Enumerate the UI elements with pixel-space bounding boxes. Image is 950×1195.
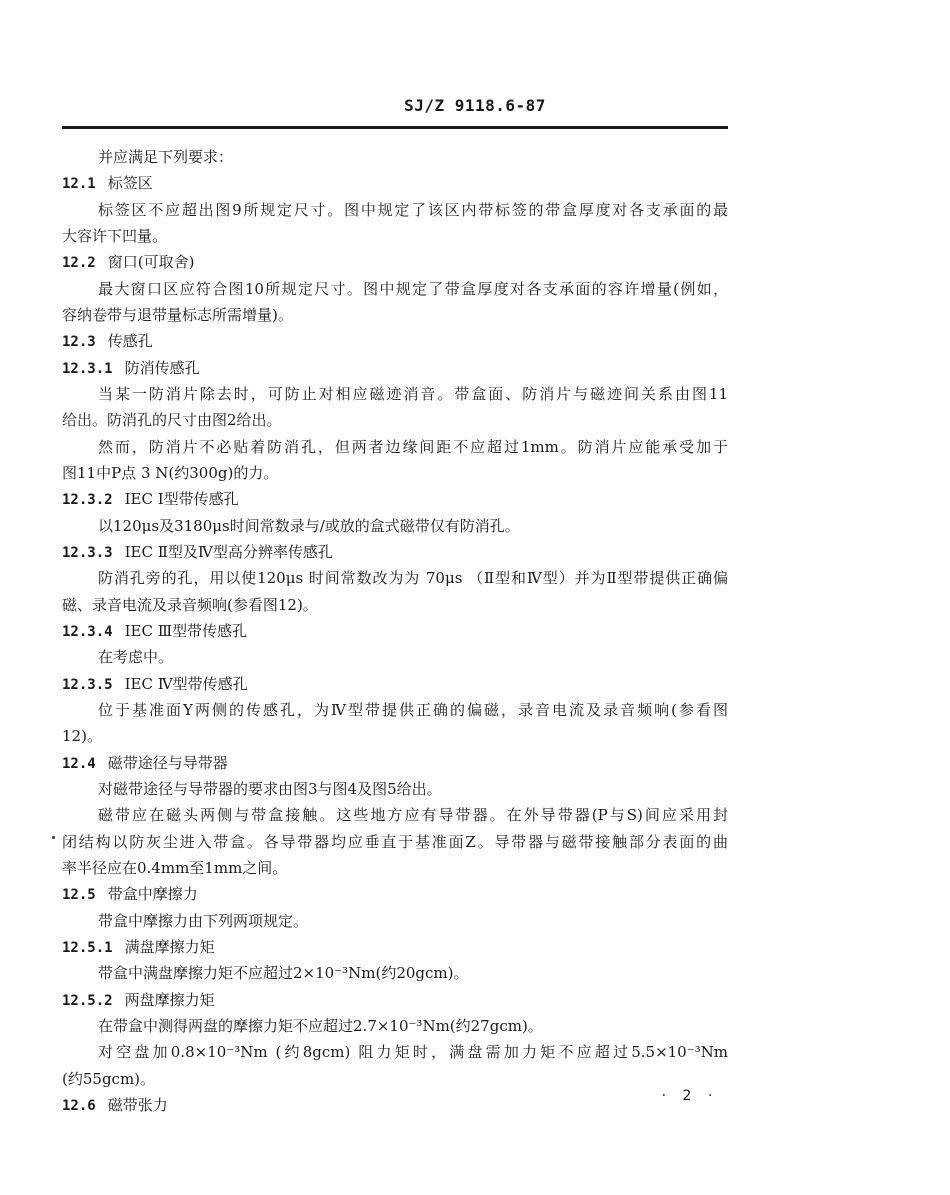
paragraph-line: 12)。 bbox=[62, 727, 102, 745]
section-number: 12.4 bbox=[62, 756, 96, 772]
paragraph-line: 给出。防消孔的尺寸由图2给出。 bbox=[62, 411, 282, 429]
section-title: 磁带途径与导带器 bbox=[107, 754, 228, 772]
paragraph-line: 在考虑中。 bbox=[98, 648, 174, 666]
section-number: 12.3.4 bbox=[62, 624, 113, 640]
paragraph-line: 图11中P点 3 N(约300g)的力。 bbox=[62, 464, 279, 482]
section-title: IEC Ⅱ型及Ⅳ型高分辨率传感孔 bbox=[124, 543, 333, 561]
section-12-4-heading bbox=[62, 750, 728, 776]
paragraph-line: 最大窗口区应符合图10所规定尺寸。图中规定了带盒厚度对各支承面的容许增量(例如， bbox=[98, 280, 728, 298]
section-12-2-heading bbox=[62, 249, 728, 275]
scan-speck bbox=[52, 836, 55, 839]
section-title: 传感孔 bbox=[107, 332, 153, 350]
section-title: 防消传感孔 bbox=[124, 359, 200, 377]
section-title: IEC Ⅳ型带传感孔 bbox=[124, 675, 248, 693]
section-12-3-3-heading bbox=[62, 539, 728, 565]
section-title: IEC Ⅰ型带传感孔 bbox=[124, 490, 239, 508]
paragraph-line: 带盒中满盘摩擦力矩不应超过2×10⁻³Nm(约20gcm)。 bbox=[98, 964, 469, 982]
section-number: 12.6 bbox=[62, 1098, 96, 1114]
paragraph-line: 磁带应在磁头两侧与带盒接触。这些地方应有导带器。在外导带器(P与S)间应采用封 bbox=[98, 806, 728, 824]
section-number: 12.3.2 bbox=[62, 492, 113, 508]
section-number: 12.5.2 bbox=[62, 993, 113, 1009]
section-number: 12.5 bbox=[62, 887, 96, 903]
header-divider bbox=[62, 126, 728, 129]
section-title: IEC Ⅲ型带传感孔 bbox=[124, 622, 248, 640]
section-number: 12.3.1 bbox=[62, 361, 113, 377]
section-12-3-heading bbox=[62, 328, 728, 354]
section-number: 12.3.5 bbox=[62, 677, 113, 693]
document-code-header: SJ/Z 9118.6-87 bbox=[404, 96, 546, 115]
section-number: 12.2 bbox=[62, 255, 96, 271]
section-12-5-1-heading bbox=[62, 934, 728, 960]
paragraph-line: 闭结构以防灰尘进入带盒。各导带器均应垂直于基准面Z。导带器与磁带接触部分表面的曲 bbox=[62, 833, 728, 851]
intro-text: 并应满足下列要求： bbox=[98, 148, 234, 166]
paragraph-line: 对空盘加0.8×10⁻³Nm (约8gcm) 阻力矩时，满盘需加力矩不应超过5.5×10⁻³Nm bbox=[98, 1043, 728, 1061]
section-12-1-heading bbox=[62, 170, 728, 196]
section-12-6-heading bbox=[62, 1092, 728, 1118]
section-12-5-2-heading bbox=[62, 987, 728, 1013]
section-title: 两盘摩擦力矩 bbox=[124, 991, 215, 1009]
paragraph-line: 大容许下凹量。 bbox=[62, 227, 168, 245]
section-title: 磁带张力 bbox=[107, 1096, 168, 1114]
paragraph-line: (约55gcm)。 bbox=[62, 1070, 156, 1088]
section-title: 满盘摩擦力矩 bbox=[124, 938, 215, 956]
page-number: · 2 · bbox=[661, 1088, 719, 1104]
paragraph-line: 在带盒中测得两盘的摩擦力矩不应超过2.7×10⁻³Nm(约27gcm)。 bbox=[98, 1017, 543, 1035]
paragraph-line: 率半径应在0.4mm至1mm之间。 bbox=[62, 859, 288, 877]
paragraph-line: 标签区不应超出图9所规定尺寸。图中规定了该区内带标签的带盒厚度对各支承面的最 bbox=[98, 201, 728, 219]
section-12-5-heading bbox=[62, 881, 728, 907]
paragraph-line: 以120μs及3180μs时间常数录与/或放的盒式磁带仅有防消孔。 bbox=[98, 517, 520, 535]
paragraph-line: 然而，防消片不必贴着防消孔，但两者边缘间距不应超过1mm。防消片应能承受加于 bbox=[98, 438, 728, 456]
section-title: 标签区 bbox=[107, 174, 153, 192]
section-number: 12.5.1 bbox=[62, 940, 113, 956]
section-12-3-4-heading bbox=[62, 618, 728, 644]
section-12-3-2-heading bbox=[62, 486, 728, 512]
paragraph-line: 防消孔旁的孔，用以使120μs 时间常数改为为 70μs （Ⅱ型和Ⅳ型）并为Ⅱ型带提供正确偏 bbox=[98, 569, 728, 587]
section-number: 12.3.3 bbox=[62, 545, 113, 561]
paragraph-line: 带盒中摩擦力由下列两项规定。 bbox=[98, 912, 309, 930]
paragraph-line: 位于基准面Y两侧的传感孔，为Ⅳ型带提供正确的偏磁，录音电流及录音频响(参看图 bbox=[98, 701, 728, 719]
section-12-3-5-heading bbox=[62, 671, 728, 697]
paragraph-line: 当某一防消片除去时，可防止对相应磁迹消音。带盒面、防消片与磁迹间关系由图11 bbox=[98, 385, 728, 403]
paragraph-line: 磁、录音电流及录音频响(参看图12)。 bbox=[62, 596, 318, 614]
section-number: 12.3 bbox=[62, 334, 96, 350]
section-12-3-1-heading bbox=[62, 355, 728, 381]
paragraph-line: 容纳卷带与退带量标志所需增量)。 bbox=[62, 306, 293, 324]
section-title: 窗口(可取舍) bbox=[107, 253, 195, 271]
section-number: 12.1 bbox=[62, 176, 96, 192]
paragraph-line: 对磁带途径与导带器的要求由图3与图4及图5给出。 bbox=[98, 780, 442, 798]
section-title: 带盒中摩擦力 bbox=[107, 885, 198, 903]
